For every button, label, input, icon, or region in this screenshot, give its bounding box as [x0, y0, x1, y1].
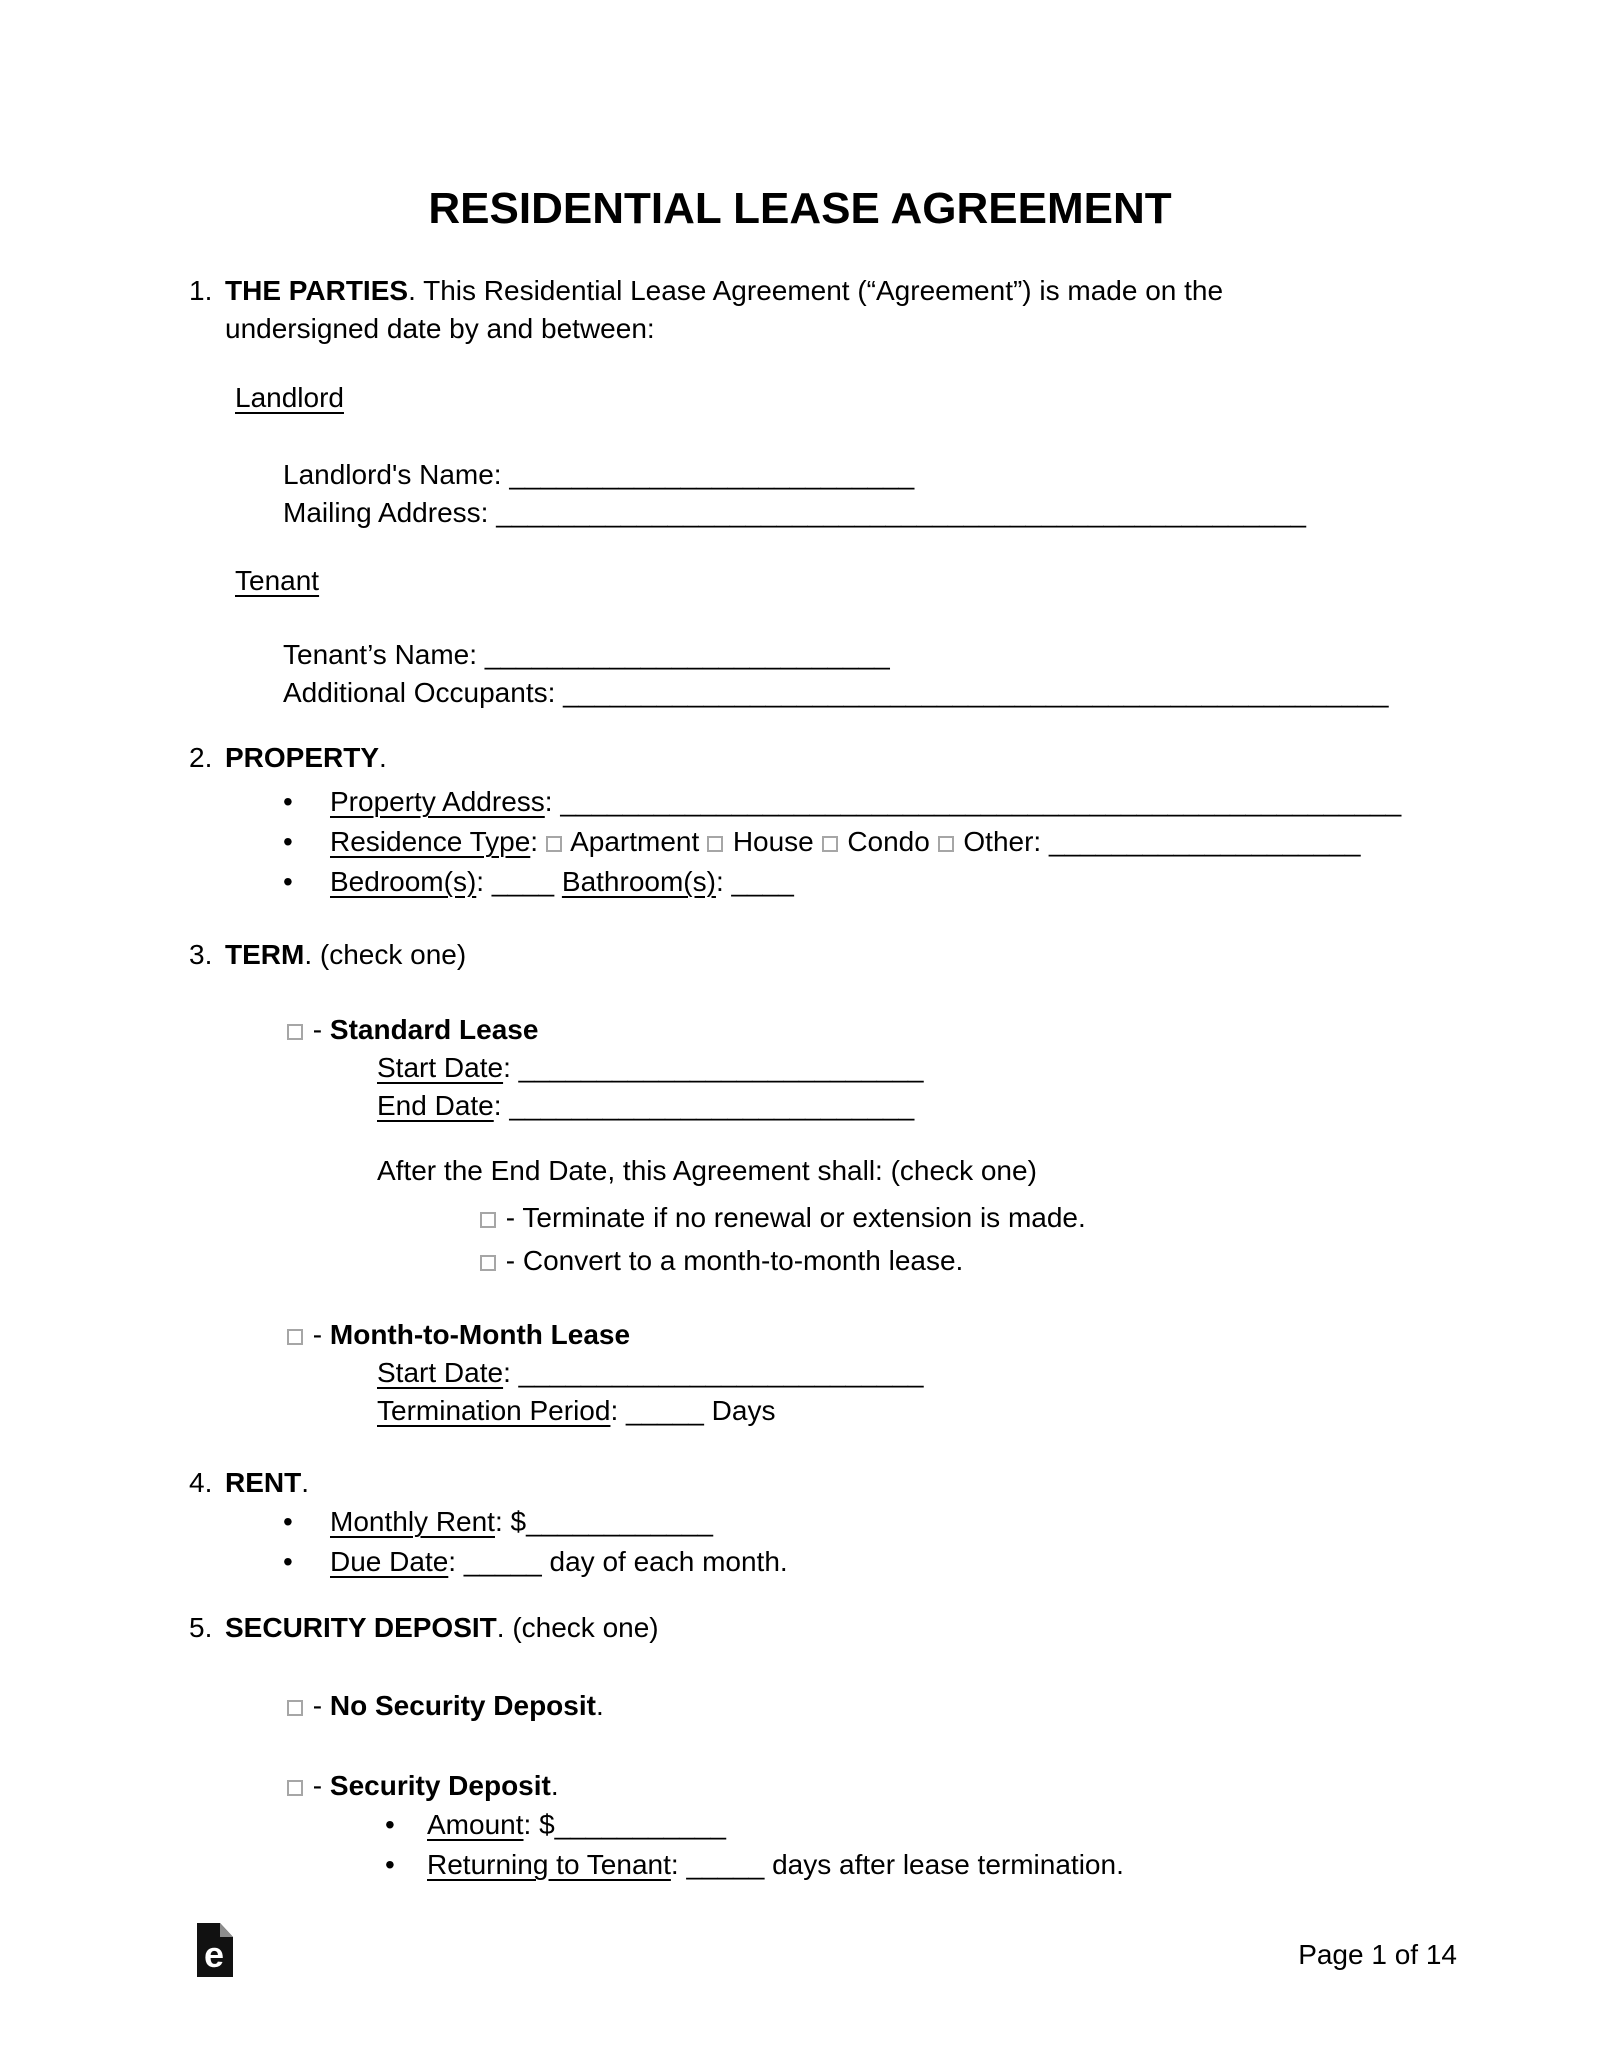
standard-lease-label: Standard Lease [329, 1014, 539, 1045]
security-deposit-checkbox[interactable] [287, 1780, 303, 1796]
section-2-text [225, 739, 1355, 777]
monthly-rent-label: Monthly Rent [330, 1506, 495, 1537]
after-end-date-text: After the End Date, this Agreement shall: (check one) [377, 1155, 1037, 1186]
end-date-blank[interactable]: __________________________ [509, 1090, 915, 1121]
section-4-rent [189, 1464, 1600, 1502]
period: . [595, 1690, 604, 1721]
bedrooms-item [283, 862, 1600, 902]
landlord-fields [0, 456, 1600, 532]
section-4-text [225, 1464, 1355, 1502]
no-security-deposit-label: No Security Deposit [329, 1690, 596, 1721]
tenant-name-field [283, 636, 1600, 674]
amount-label: Amount [427, 1809, 524, 1840]
colon: : [523, 1809, 532, 1840]
monthly-rent-blank[interactable]: ____________ [526, 1506, 713, 1537]
termination-period-after: Days [711, 1395, 776, 1426]
convert-option [480, 1239, 1600, 1282]
section-4-after: . [301, 1467, 310, 1498]
section-5-heading: SECURITY DEPOSIT [225, 1612, 497, 1643]
colon: : [448, 1546, 457, 1577]
tenant-name-blank[interactable]: __________________________ [484, 639, 890, 670]
bathrooms-label: Bathroom(s) [561, 866, 716, 897]
security-deposit-bullets [0, 1805, 1600, 1885]
standard-lease-item [287, 1011, 1600, 1049]
month-to-month-checkbox[interactable] [287, 1329, 303, 1345]
colon: : [503, 1357, 511, 1388]
eforms-logo [197, 1923, 233, 1977]
apartment-checkbox[interactable] [546, 836, 562, 852]
document-logo-icon [197, 1923, 233, 1977]
mailing-address-field [283, 494, 1600, 532]
bullet-icon: • [283, 786, 293, 817]
due-date-blank[interactable]: _____ [463, 1546, 542, 1577]
dash: - [312, 1319, 323, 1350]
bullet-icon: • [385, 1849, 395, 1880]
section-4-heading: RENT [225, 1467, 302, 1498]
returning-item [385, 1845, 1600, 1885]
rent-bullets [0, 1502, 1600, 1582]
due-date-after: day of each month. [549, 1546, 788, 1577]
tenant-fields [0, 636, 1600, 712]
section-3-text [225, 936, 1355, 974]
m2m-start-date-label: Start Date [377, 1357, 504, 1388]
month-to-month-label: Month-to-Month Lease [329, 1319, 631, 1350]
house-checkbox[interactable] [707, 836, 723, 852]
m2m-start-date-field [377, 1354, 1600, 1392]
start-date-label: Start Date [377, 1052, 504, 1083]
start-date-field [377, 1049, 1600, 1087]
end-date-field [377, 1087, 1600, 1125]
section-5-after: . (check one) [496, 1612, 659, 1643]
bullet-icon: • [283, 1546, 293, 1577]
apartment-option-label: Apartment [570, 826, 700, 857]
m2m-start-date-blank[interactable]: __________________________ [518, 1357, 924, 1388]
colon: : [547, 677, 556, 708]
amount-item [385, 1805, 1600, 1845]
residence-type-label: Residence Type [330, 826, 531, 857]
due-date-item [283, 1542, 1600, 1582]
bathrooms-blank[interactable]: ____ [731, 866, 794, 897]
section-1-text [225, 272, 1355, 348]
start-date-blank[interactable]: __________________________ [518, 1052, 924, 1083]
landlord-name-field [283, 456, 1600, 494]
page-number: Page 1 of 14 [1298, 1939, 1457, 1970]
month-to-month-item [287, 1316, 1600, 1354]
section-4-number: 4. [189, 1467, 213, 1498]
bedrooms-blank[interactable]: ____ [491, 866, 555, 897]
after-end-options [0, 1196, 1600, 1282]
section-3-number: 3. [189, 939, 213, 970]
terminate-checkbox[interactable] [480, 1212, 496, 1228]
colon: : [494, 1506, 503, 1537]
termination-period-label: Termination Period [377, 1395, 611, 1426]
no-security-deposit-checkbox[interactable] [287, 1700, 303, 1716]
condo-option-label: Condo [847, 826, 930, 857]
tenant-name-label: Tenant’s Name [283, 639, 470, 670]
due-date-label: Due Date [330, 1546, 449, 1577]
convert-checkbox[interactable] [480, 1255, 496, 1271]
mailing-address-blank[interactable]: ____________________________________________________ [496, 497, 1306, 528]
additional-occupants-label: Additional Occupants [283, 677, 548, 708]
property-bullets [0, 782, 1600, 902]
dash: - [312, 1014, 323, 1045]
other-option-label: Other: [963, 826, 1042, 857]
colon: : [610, 1395, 619, 1426]
amount-line [427, 1805, 726, 1845]
dash: - [312, 1770, 323, 1801]
section-2-property [189, 739, 1600, 777]
section-3-after: . (check one) [304, 939, 467, 970]
tenant-label: Tenant [235, 565, 320, 596]
bullet-icon: • [385, 1809, 395, 1840]
colon: : [670, 1849, 679, 1880]
colon: : [476, 866, 485, 897]
colon: : [503, 1052, 511, 1083]
end-date-label: End Date [377, 1090, 494, 1121]
amount-blank[interactable]: ___________ [554, 1809, 726, 1840]
section-1-heading: THE PARTIES [225, 275, 409, 306]
logo-letter: e [203, 1934, 225, 1975]
month-to-month-fields [0, 1354, 1600, 1430]
colon: : [493, 459, 502, 490]
bedrooms-label: Bedroom(s) [330, 866, 477, 897]
terminate-text: Terminate if no renewal or extension is made. [522, 1202, 1086, 1233]
colon: : [480, 497, 489, 528]
dash: - [505, 1245, 516, 1276]
condo-checkbox[interactable] [822, 836, 838, 852]
bullet-icon: • [283, 866, 293, 897]
termination-period-field [377, 1392, 1600, 1430]
period: . [550, 1770, 559, 1801]
landlord-subheading [235, 379, 1600, 417]
due-date-line [330, 1542, 788, 1582]
bedrooms-line [330, 862, 794, 902]
section-3-heading: TERM [225, 939, 305, 970]
mailing-address-label: Mailing Address [283, 497, 481, 528]
colon: : [493, 1090, 502, 1121]
dollar-sign: $ [539, 1809, 555, 1840]
terminate-option [480, 1196, 1600, 1239]
property-address-label: Property Address [330, 786, 545, 817]
page-title: RESIDENTIAL LEASE AGREEMENT [428, 184, 1172, 233]
monthly-rent-item [283, 1502, 1600, 1542]
property-address-blank[interactable]: ______________________________________________________ [560, 786, 1402, 817]
section-1-body: . This Residential Lease Agreement (“Agreement”) is made on the undersigned date by and between: [225, 275, 1224, 344]
termination-period-blank[interactable]: _____ [626, 1395, 704, 1426]
tenant-subheading [235, 562, 1600, 600]
security-deposit-item [287, 1767, 1600, 1805]
convert-text: Convert to a month-to-month lease. [522, 1245, 964, 1276]
additional-occupants-blank[interactable]: _____________________________________________________ [563, 677, 1389, 708]
section-5-text [225, 1609, 1355, 1647]
returning-line [427, 1845, 1124, 1885]
section-1-number: 1. [189, 275, 213, 306]
section-2-after: . [379, 742, 387, 773]
returning-label: Returning to Tenant [427, 1849, 671, 1880]
dash: - [312, 1690, 323, 1721]
landlord-name-blank[interactable]: __________________________ [509, 459, 915, 490]
section-2-heading: PROPERTY [225, 742, 380, 773]
no-security-deposit-item [287, 1687, 1600, 1725]
returning-blank[interactable]: _____ [686, 1849, 765, 1880]
bullet-icon: • [283, 1506, 293, 1537]
property-address-item [283, 782, 1600, 822]
standard-lease-checkbox[interactable] [287, 1024, 303, 1040]
section-5-security-deposit [189, 1609, 1600, 1647]
other-blank[interactable]: ____________________ [1048, 826, 1361, 857]
security-deposit-label: Security Deposit [329, 1770, 551, 1801]
dollar-sign: $ [510, 1506, 527, 1537]
residence-type-line [330, 822, 1360, 862]
residence-type-item [283, 822, 1600, 862]
property-address-line [330, 782, 1401, 822]
standard-lease-fields [0, 1049, 1600, 1125]
section-3-term [189, 936, 1600, 974]
returning-after: days after lease termination. [772, 1849, 1124, 1880]
additional-occupants-field [283, 674, 1600, 712]
bullet-icon: • [283, 826, 293, 857]
monthly-rent-line [330, 1502, 713, 1542]
colon: : [544, 786, 553, 817]
section-2-number: 2. [189, 742, 213, 773]
colon: : [469, 639, 478, 670]
house-option-label: House [732, 826, 814, 857]
section-1-parties [189, 272, 1600, 348]
other-checkbox[interactable] [938, 836, 954, 852]
colon: : [715, 866, 724, 897]
landlord-label: Landlord [235, 382, 344, 413]
colon: : [530, 826, 539, 857]
dash: - [505, 1202, 516, 1233]
section-5-number: 5. [189, 1612, 213, 1643]
landlord-name-label: Landlord's Name [283, 459, 494, 490]
